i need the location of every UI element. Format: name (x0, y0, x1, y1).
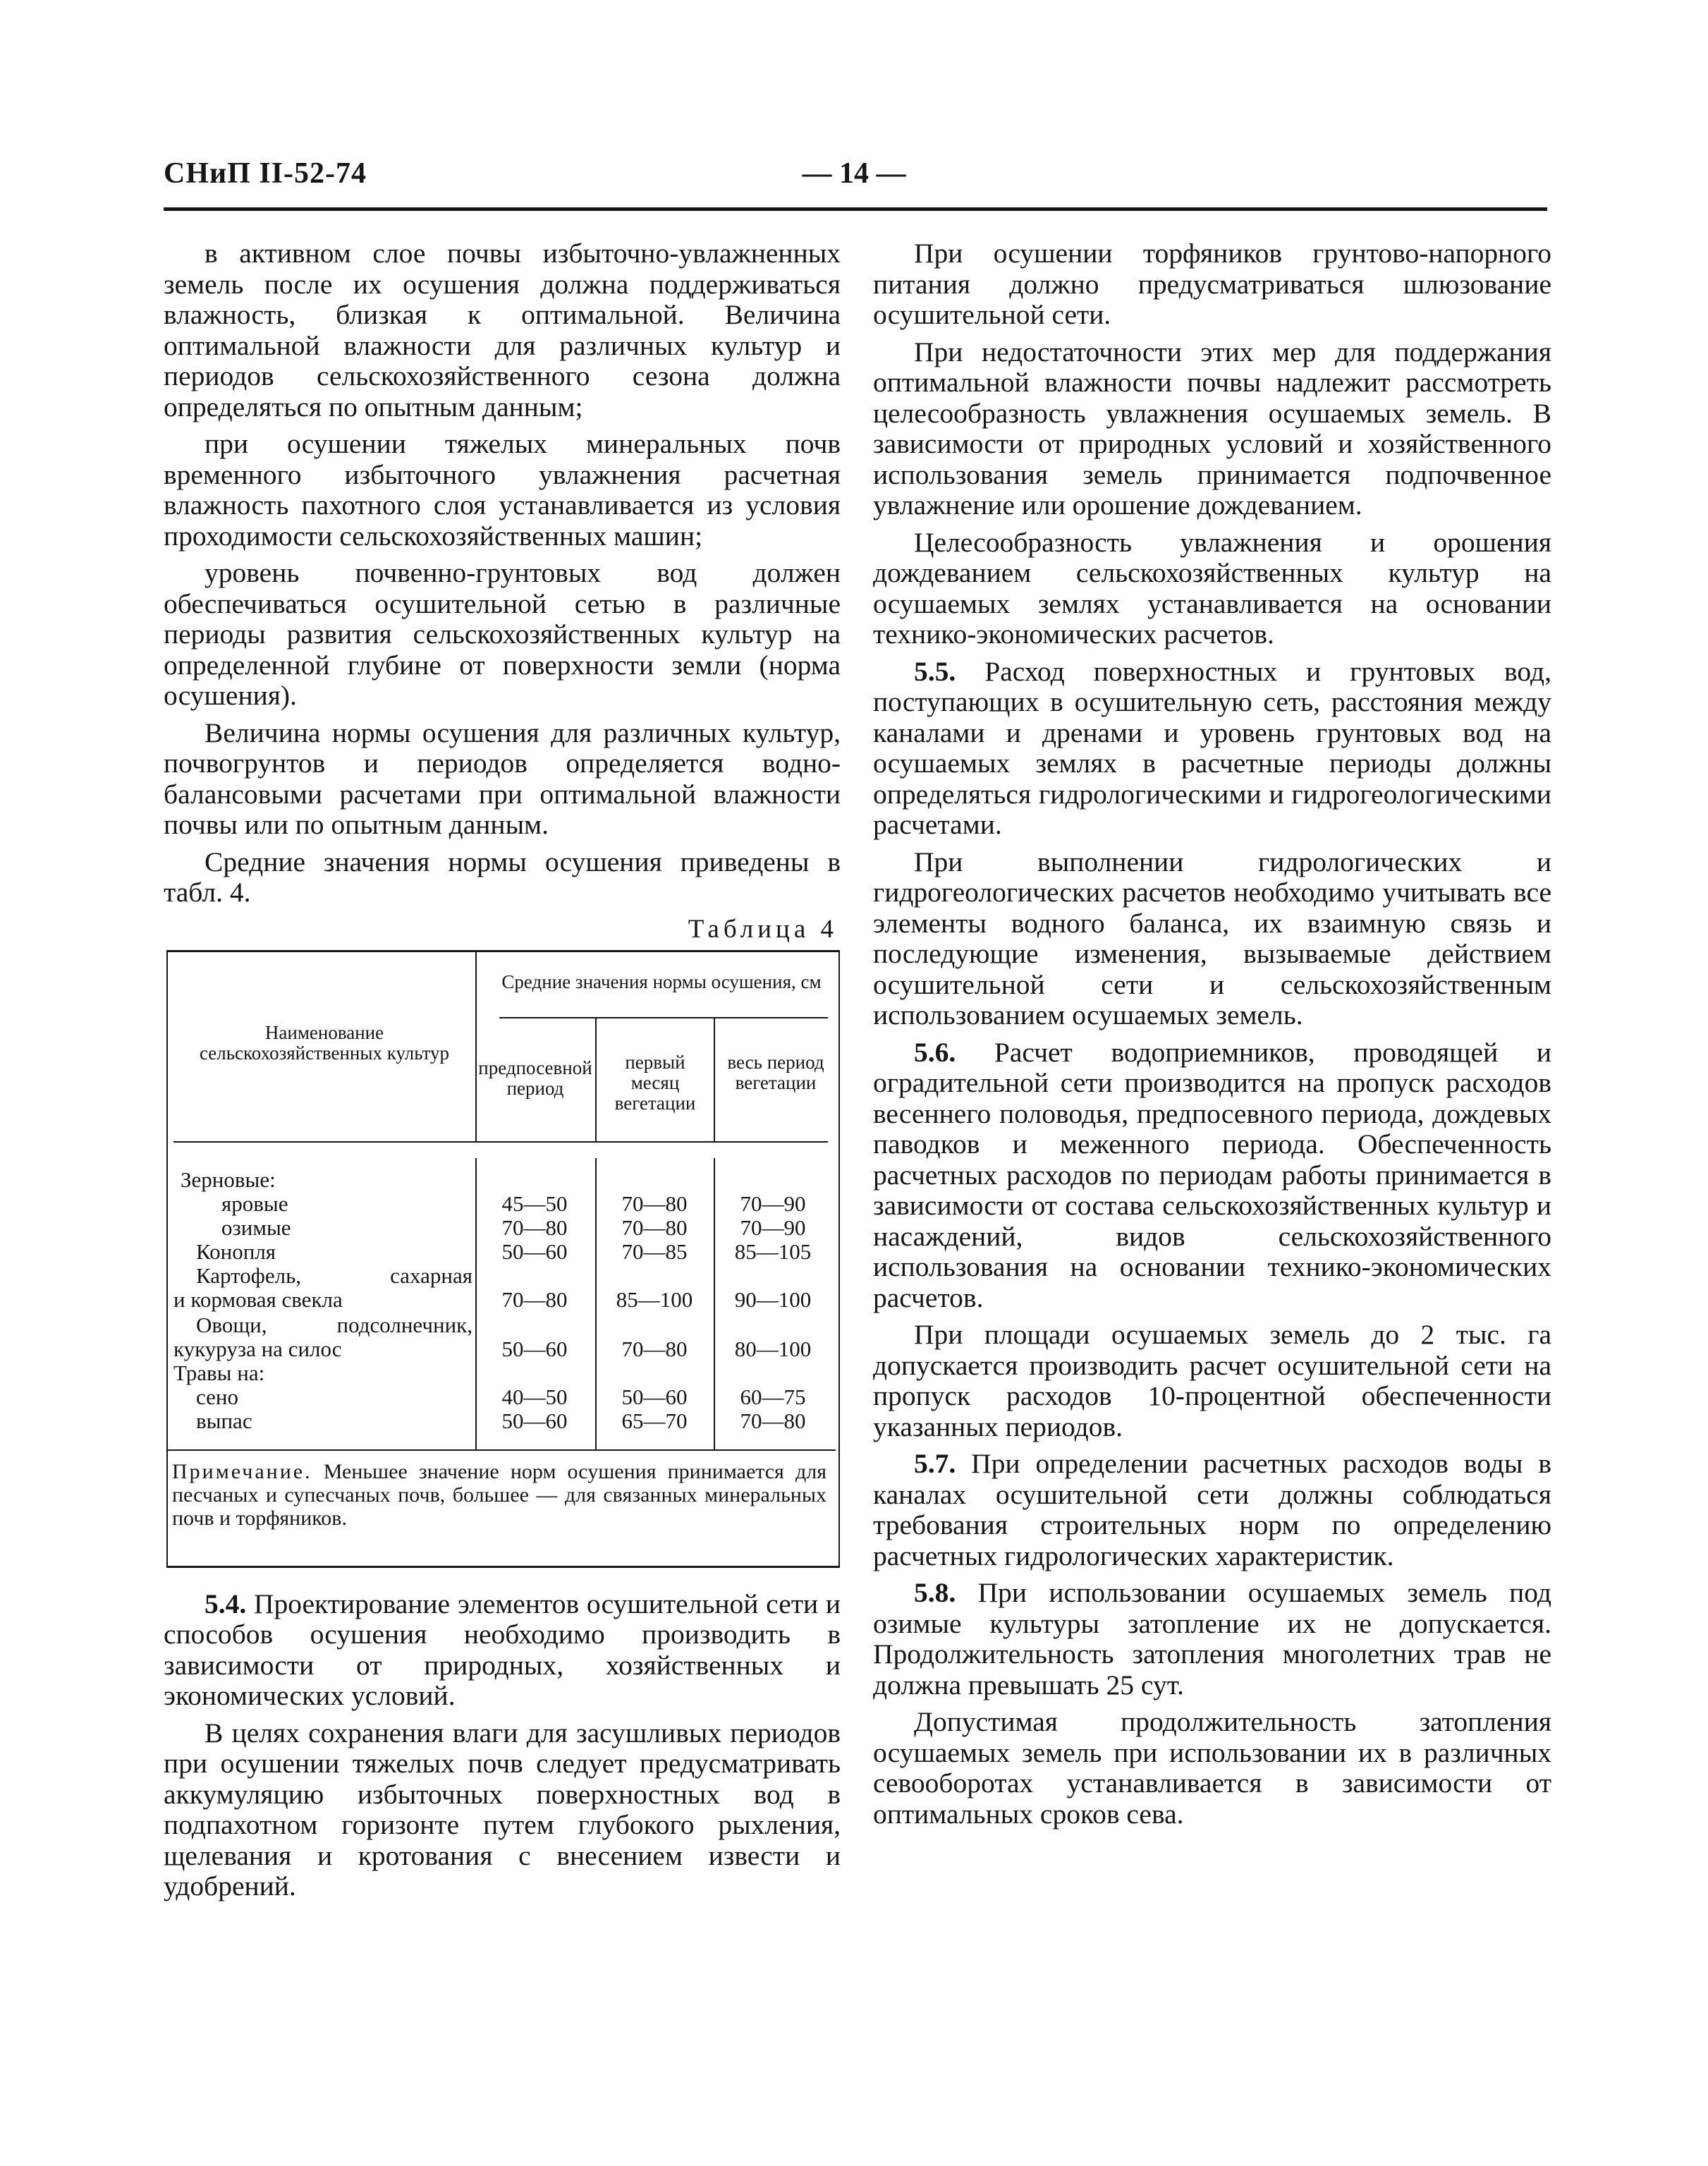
paragraph: При площади осушаемых земель до 2 тыс. га допускается производить расчет осушительной сети на пропуск расходов 10-процентной обеспеченности указанных периодов. (873, 1319, 1551, 1442)
paragraph: уровень почвенно-грунтовых вод должен обеспечиваться осушительной сетью в различные периоды развития сельскохозяйственных культур на определенной глубине от поверхности земли (норма осушения). (164, 557, 841, 711)
cell-value: 85—105 (734, 1239, 812, 1264)
cell-value: 80—100 (734, 1336, 812, 1361)
page-header (164, 157, 1544, 206)
header-col-first-month: первый месяц вегетации (614, 1051, 696, 1114)
cell-value: 70—90 (740, 1191, 806, 1216)
row-label: Овощи, подсолнечник, (196, 1312, 472, 1337)
table-divider (714, 1158, 715, 1449)
row-label: Травы на: (173, 1360, 265, 1385)
paragraph: При осушении торфяников грунтово-напорного питания должно предусматриваться шлюзование осушительной сети. (873, 238, 1551, 330)
table-divider (173, 1141, 828, 1143)
table-divider (499, 1017, 828, 1018)
cell-value: 70—80 (621, 1191, 688, 1216)
cell-value: 90—100 (734, 1286, 812, 1312)
row-label: Зерновые: (181, 1167, 276, 1192)
header-rule (164, 207, 1547, 211)
table-note (172, 1460, 826, 1530)
paragraph: При выполнении гидрологических и гидрогеологических расчетов необходимо учитывать все элементы водного баланса, их взаимную связь и последующие изменения, вызываемые действием осушительной сети и сельскохозяйственным использованием осушаемых земель. (873, 846, 1551, 1030)
clause-text: Расход поверхностных и грунтовых вод, поступающих в осушительную сеть, расстояния между каналами и дренами и уровень грунтовых вод на осушаемых землях в расчетные периоды должны определяться гидрологическими и гидрогеологическими расчетами. (873, 655, 1551, 840)
clause-number: 5.8. (914, 1577, 956, 1608)
paragraph: При недостаточности этих мер для поддержания оптимальной влажности почвы надлежит рассмотреть целесообразность увлажнения осушаемых земель. В зависимости от природных условий и хозяйственного использования земель принимается подпочвенное увлажнение или орошение дождеванием. (873, 336, 1551, 521)
table-divider (595, 1158, 597, 1449)
cell-value: 85—100 (616, 1286, 693, 1312)
clause-number: 5.4. (205, 1588, 247, 1619)
cell-value: 70—80 (621, 1336, 688, 1361)
paragraph: В целях сохранения влаги для засушливых периодов при осушении тяжелых почв следует предусматривать аккумуляцию избыточных поверхностных вод в подпахотном горизонте путем глубокого рыхления, щелевания и кротования с внесением извести и удобрений. (164, 1717, 841, 1902)
clause-number: 5.5. (914, 655, 956, 687)
paragraph: в активном слое почвы избыточно-увлажненных земель после их осушения должна поддерживаться влажность, близкая к оптимальной. Величина оптимальной влажности для различных культур и периодов сельскохозяйственного сезона должна определяться по опытным данным; (164, 238, 841, 422)
row-label: кукуруза на силос (173, 1336, 342, 1361)
paragraph-5-7 (873, 1449, 1551, 1571)
paragraph-5-6 (873, 1038, 1551, 1314)
header-group: Средние значения нормы осушения, см (501, 971, 822, 992)
paragraph-5-4 (164, 1589, 841, 1712)
cell-value: 65—70 (621, 1408, 688, 1433)
paragraph: Средние значения нормы осушения приведены в табл. 4. (164, 846, 841, 908)
clause-number: 5.7. (914, 1448, 956, 1479)
paragraph: Допустимая продолжительность затопления осушаемых земель при использовании их в различных севооборотах устанавливается в зависимости от оптимальных сроков сева. (873, 1706, 1551, 1830)
row-label: Конопля (196, 1239, 276, 1264)
cell-value: 50—60 (621, 1384, 688, 1409)
left-column (164, 238, 841, 1909)
cell-value: 45—50 (501, 1191, 568, 1216)
cell-value: 70—90 (740, 1215, 806, 1240)
drainage-norm-table (166, 950, 840, 1568)
table-divider (475, 952, 477, 1141)
paragraph: Величина нормы осушения для различных культур, почвогрунтов и периодов определяется водно-балансовыми расчетами при оптимальной влажности почвы или по опытным данным. (164, 717, 841, 840)
cell-value: 50—60 (501, 1239, 568, 1264)
row-label: выпас (196, 1408, 252, 1433)
cell-value: 70—85 (621, 1239, 688, 1264)
clause-text: Проектирование элементов осушительной сети и способов осушения необходимо производить в зависимости от природных, хозяйственных и экономических условий. (164, 1588, 841, 1711)
cell-value: 70—80 (621, 1215, 688, 1240)
cell-value: 60—75 (740, 1384, 806, 1409)
page-number: — 14 — (802, 157, 906, 190)
row-label: и кормовая свекла (173, 1286, 343, 1312)
cell-value: 50—60 (501, 1336, 568, 1361)
paragraph: при осушении тяжелых минеральных почв временного избыточного увлажнения расчетная влажность пахотного слоя устанавливается из условия проходимости сельскохозяйственных машин; (164, 428, 841, 552)
clause-text: При использовании осушаемых земель под озимые культуры затопление их не допускается. Продолжительность затопления многолетних трав не должна превышать 25 сут. (873, 1577, 1551, 1700)
table-divider (714, 1017, 715, 1141)
clause-number: 5.6. (914, 1036, 956, 1068)
table-caption: Таблица 4 (688, 914, 838, 944)
row-label: Картофель, сахарная (196, 1263, 472, 1288)
paragraph-5-8 (873, 1578, 1551, 1700)
row-label: яровые (221, 1191, 288, 1216)
row-label: сено (196, 1384, 238, 1409)
table-divider (168, 1449, 836, 1451)
note-label: Примечание. (172, 1459, 312, 1483)
paragraph: Целесообразность увлажнения и орошения дождеванием сельскохозяйственных культур на осушаемых землях устанавливается на основании технико-экономических расчетов. (873, 526, 1551, 650)
cell-value: 40—50 (501, 1384, 568, 1409)
cell-value: 70—80 (501, 1286, 568, 1312)
paragraph-5-5 (873, 657, 1551, 841)
header-col-whole-period: весь период вегетации (727, 1051, 824, 1093)
clause-text: При определении расчетных расходов воды в каналах осушительной сети должны соблюдаться требования строительных норм по определению расчетных гидрологических характеристик. (873, 1448, 1551, 1571)
table-divider (475, 1158, 477, 1449)
note-text: Меньшее значение норм осушения принимается для песчаных и супесчаных почв, большее — для связанных минеральных почв и торфяников. (172, 1459, 826, 1530)
table-divider (595, 1017, 597, 1141)
document-code: СНиП II-52-74 (164, 157, 367, 190)
header-col-presowing: предпосевной период (478, 1057, 592, 1099)
cell-value: 50—60 (501, 1408, 568, 1433)
right-column (873, 238, 1551, 1836)
header-crop-name: Наименование сельскохозяйственных культур (199, 1021, 450, 1064)
cell-value: 70—80 (501, 1215, 568, 1240)
clause-text: Расчет водоприемников, проводящей и оградительной сети производится на пропуск расходов весеннего половодья, предпосевного периода, дождевых паводков и меженного периода. Обеспеченность расчетных расходов по периодам работы принимается в зависимости от состава сельскохозяйственных культур и насаждений, видов сельскохозяйственного использования на основании технико-экономических расчетов. (873, 1036, 1552, 1313)
row-label: озимые (221, 1215, 291, 1240)
cell-value: 70—80 (740, 1408, 806, 1433)
